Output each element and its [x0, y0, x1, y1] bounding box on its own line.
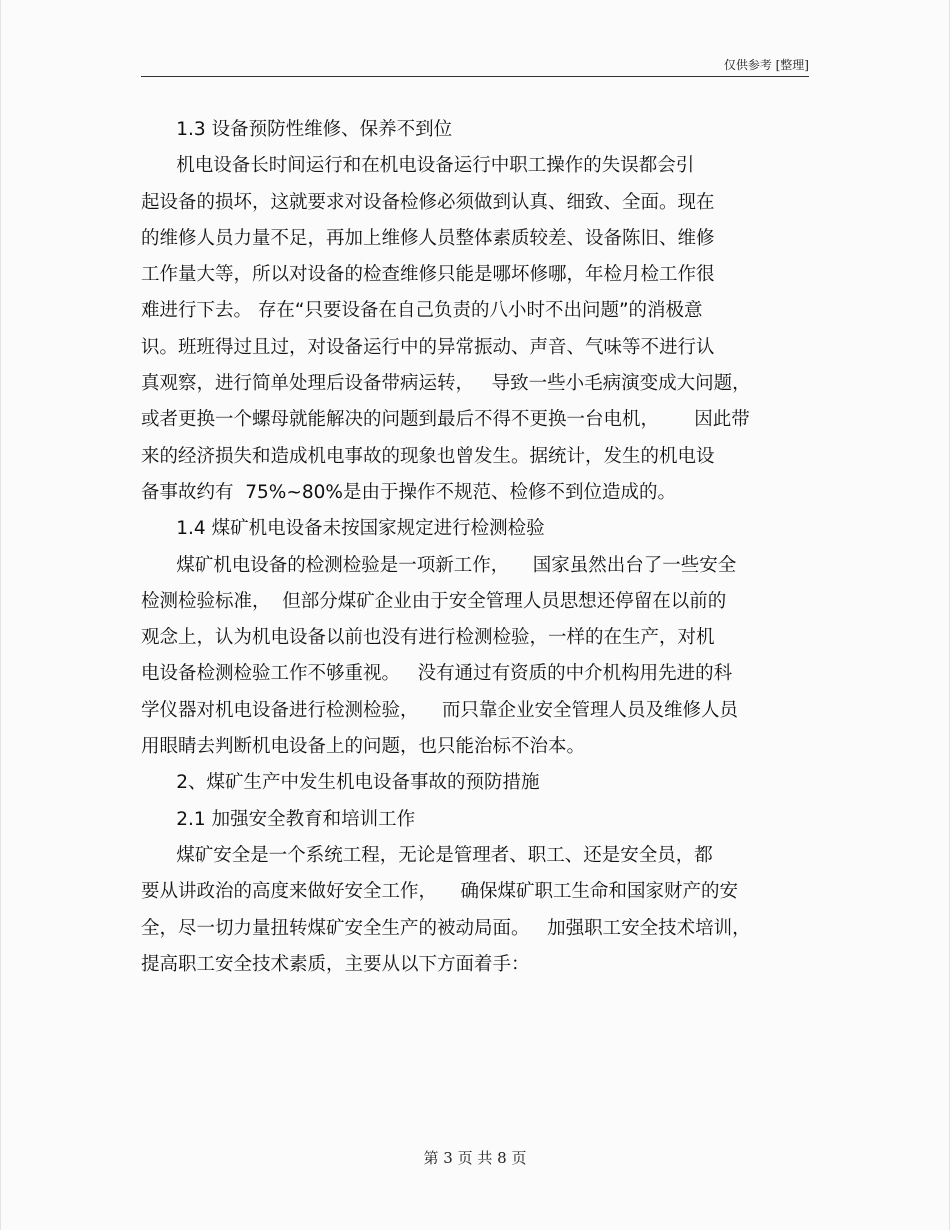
text-line: 煤矿安全是一个系统工程，无论是管理者、职工、还是安全员，都 [141, 844, 713, 866]
body-text [141, 112, 811, 983]
text-line: 真观察，进行简单处理后设备带病运转， 导致一些小毛病演变成大问题， [141, 373, 751, 395]
page-footer: 第 3 页 共 8 页 [423, 1149, 527, 1167]
text-line: 检测检验标准， 但部分煤矿企业由于安全管理人员思想还停留在以前的 [141, 590, 727, 612]
text-line: 电设备检测检验工作不够重视。 没有通过有资质的中介机构用先进的科 [141, 663, 733, 685]
text-line: 1.3 设备预防性维修、保养不到位 [141, 119, 453, 140]
header-rule [141, 76, 809, 77]
text-line: 来的经济损失和造成机电事故的现象也曾发生。据统计，发生的机电设 [141, 445, 715, 467]
text-line: 起设备的损坏，这就要求对设备检修必须做到认真、细致、全面。现在 [141, 191, 715, 213]
text-line: 煤矿机电设备的检测检验是一项新工作， 国家虽然出台了一些安全 [141, 554, 737, 576]
text-line: 用眼睛去判断机电设备上的问题，也只能治标不治本。 [141, 736, 586, 758]
text-line: 观念上，认为机电设备以前也没有进行检测检验，一样的在生产，对机 [141, 627, 715, 649]
text-line: 2.1 加强安全教育和培训工作 [141, 808, 416, 830]
text-line: 机电设备长时间运行和在机电设备运行中职工操作的失误都会引 [141, 155, 695, 177]
text-line: 或者更换一个螺母就能解决的问题到最后不得不更换一台电机， 因此带 [141, 409, 750, 431]
text-line: 全，尽一切力量扭转煤矿安全生产的被动局面。 加强职工安全技术培训， [141, 917, 751, 939]
text-line: 学仪器对机电设备进行检测检验， 而只靠企业安全管理人员及维修人员 [141, 699, 739, 721]
text-line: 2、煤矿生产中发生机电设备事故的预防措施 [141, 772, 540, 794]
header-note: 仅供参考 [整理] [723, 58, 809, 72]
text-line: 要从讲政治的高度来做好安全工作， 确保煤矿职工生命和国家财产的安 [141, 881, 739, 903]
text-line: 难进行下去。 存在“只要设备在自己负责的八小时不出问题”的消极意 [141, 300, 703, 322]
text-line: 提高职工安全技术素质，主要从以下方面着手： [141, 953, 530, 975]
text-line: 1.4 煤矿机电设备未按国家规定进行检测检验 [141, 518, 545, 540]
text-line: 工作量大等，所以对设备的检查维修只能是哪坏修哪，年检月检工作很 [141, 264, 715, 286]
text-line: 的维修人员力量不足，再加上维修人员整体素质较差、设备陈旧、维修 [141, 227, 715, 249]
text-line: 备事故约有 75%~80%是由于操作不规范、检修不到位造成的。 [141, 481, 677, 503]
text-line: 识。班班得过且过，对设备运行中的异常振动、声音、气味等不进行认 [141, 336, 715, 358]
